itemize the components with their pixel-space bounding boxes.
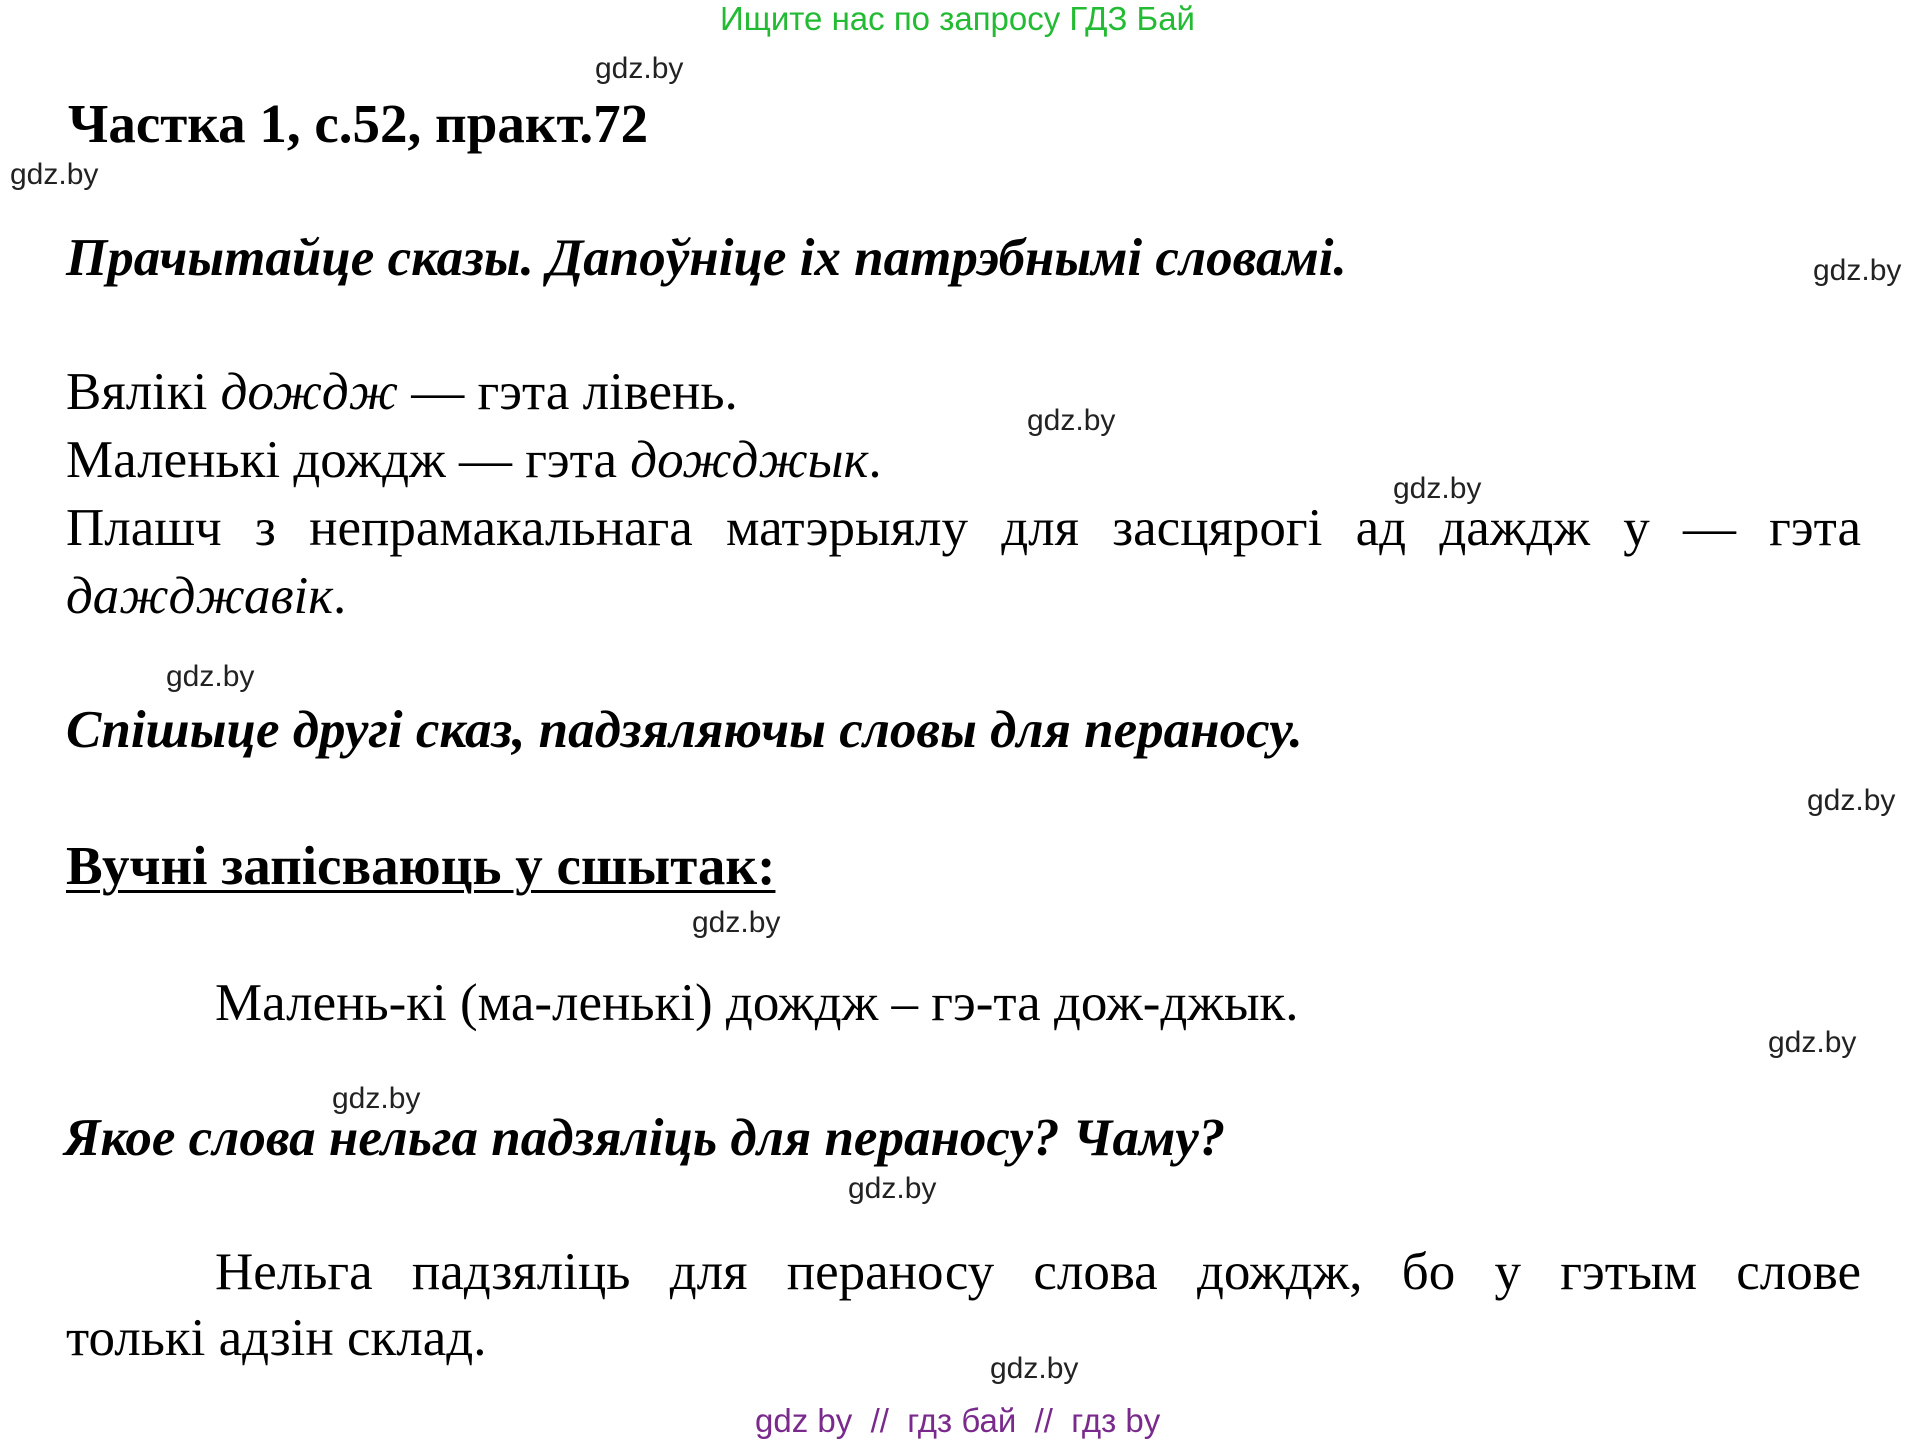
banner-text[interactable]: Ищите нас по запросу ГДЗ Бай [720,0,1195,37]
sentence-2-word: дожджык [630,431,869,489]
sentence-2 [66,430,882,490]
watermark: gdz.by [1393,472,1482,505]
sentence-3-end: . [333,567,347,625]
watermark: gdz.by [1807,784,1896,817]
task-instruction-1: Прачытайце сказы. Дапоўніце іх патрэбнымі словамі. [66,229,1347,287]
watermark: gdz.by [848,1172,937,1205]
sentence-3-line-1: Плашч з непрамакальнага матэрыялу для засцярогі ад даждж у — гэта [66,499,1861,557]
watermark: gdz.by [692,906,781,939]
answer-2-line-2: толькі адзін склад. [66,1309,487,1367]
watermark: gdz.by [595,52,684,85]
sentence-1-word: дождж [220,363,399,421]
page-title: Частка 1, с.52, практ.72 [68,93,649,154]
watermark: gdz.by [10,158,99,191]
sentence-2-text: Маленькі дождж — гэта [66,431,631,489]
answer-1: Малень-кі (ма-ленькі) дождж – гэ-та дож-джык. [215,974,1299,1032]
watermark: gdz.by [1813,254,1902,287]
watermark: gdz.by [1027,404,1116,437]
answer-2-line-1: Нельга падзяліць для пераносу слова дождж, бо у гэтым слове [215,1243,1861,1301]
footer-links[interactable]: gdz by // гдз бай // гдз by [755,1402,1161,1439]
sentence-1-end: — гэта лівень. [398,363,738,421]
watermark: gdz.by [1768,1026,1857,1059]
watermark: gdz.by [990,1352,1079,1385]
sentence-1-text: Вялікі [66,363,221,421]
task-instruction-3: Якое слова нельга падзяліць для пераносу? Чаму? [64,1109,1226,1167]
notebook-heading: Вучні запісваюць у сшытак: [66,835,776,896]
sentence-2-end: . [868,431,882,489]
sentence-3-word: дажджавік [66,567,334,625]
watermark: gdz.by [166,660,255,693]
task-instruction-2: Спішыце другі сказ, падзяляючы словы для пераносу. [66,701,1303,759]
watermark: gdz.by [332,1082,421,1115]
sentence-1 [66,362,738,422]
sentence-3-line-2 [66,566,346,626]
